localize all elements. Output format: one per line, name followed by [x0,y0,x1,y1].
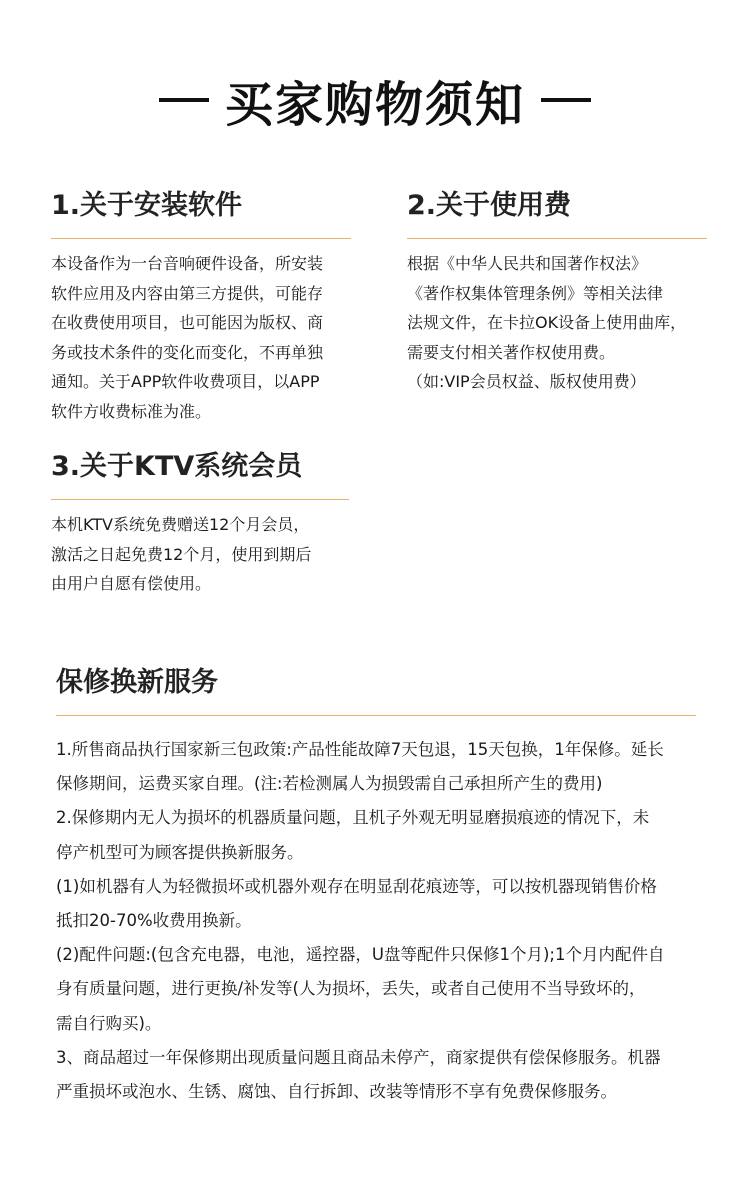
body-line: 需自行购买)。 [56,1013,162,1033]
body-line: 通知。关于APP软件收费项目，以APP [51,372,320,391]
section-warranty-service [56,663,696,1109]
body-line: 抵扣20-70%收费用换新。 [56,911,252,931]
body-line: 软件应用及内容由第三方提供，可能存 [51,283,324,303]
section-divider [56,715,696,716]
page-title: 买家购物须知 [224,76,525,133]
body-line: 1.所售商品执行国家新三包政策:产品性能故障7天包退，15天包换，1年保修。延长 [56,740,664,759]
section-body [51,249,351,426]
page-header [0,70,750,133]
body-line: 务或技术条件的变化而变化，不再单独 [51,342,324,362]
body-line: 《著作权集体管理条例》等相关法律 [407,283,664,303]
body-line: (1)如机器有人为轻微损坏或机器外观存在明显刮花痕迹等，可以按机器现销售价格 [56,876,657,896]
body-line: 本设备作为一台音响硬件设备，所安装 [51,254,324,273]
body-line: 停产机型可为顾客提供换新服务。 [56,842,304,862]
section-heading: 2.关于使用费 [407,190,572,221]
body-line: 2.保修期内无人为损坏的机器质量问题，且机子外观无明显磨损痕迹的情况下，未 [56,808,650,828]
body-line: 软件方收费标准为准。 [51,401,212,421]
title-dash-left [159,98,209,102]
section-divider [51,499,349,500]
body-line: 法规文件，在卡拉OK设备上使用曲库， [407,313,687,332]
body-line: （如:VIP会员权益、版权使用费） [407,372,646,391]
section-body [407,249,707,397]
title-dash-right [541,98,591,102]
body-line: 由用户自愿有偿使用。 [51,574,212,593]
section-heading: 1.关于安装软件 [51,190,243,221]
body-line: (2)配件问题:(包含充电器，电池，遥控器，U盘等配件只保修1个月);1个月内配件自 [56,945,665,965]
body-line: 身有质量问题，进行更换/补发等(人为损坏，丢失，或者自己使用不当导致坏的， [56,979,646,999]
section-body [51,510,349,599]
body-line: 在收费使用项目，也可能因为版权、商 [51,313,324,332]
section-ktv-membership [51,447,349,599]
body-line: 3、商品超过一年保修期出现质量问题且商品未停产，商家提供有偿保修服务。机器 [56,1047,661,1067]
section-heading: 保修换新服务 [56,667,218,698]
body-line: 保修期间，运费买家自理。(注:若检测属人为损毁需自己承担所产生的费用) [56,774,603,794]
section-body [56,733,696,1109]
body-line: 激活之日起免费12个月，使用到期后 [51,544,312,564]
section-divider [407,238,707,239]
body-line: 根据《中华人民共和国著作权法》 [407,254,648,273]
body-line: 需要支付相关著作权使用费。 [407,342,616,362]
body-line: 严重损坏或泡水、生锈、腐蚀、自行拆卸、改装等情形不享有免费保修服务。 [56,1082,617,1102]
section-heading: 3.关于KTV系统会员 [51,451,303,482]
section-install-software [51,186,351,426]
body-line: 本机KTV系统免费赠送12个月会员， [51,515,310,534]
section-usage-fee [407,186,707,397]
section-divider [51,238,351,239]
